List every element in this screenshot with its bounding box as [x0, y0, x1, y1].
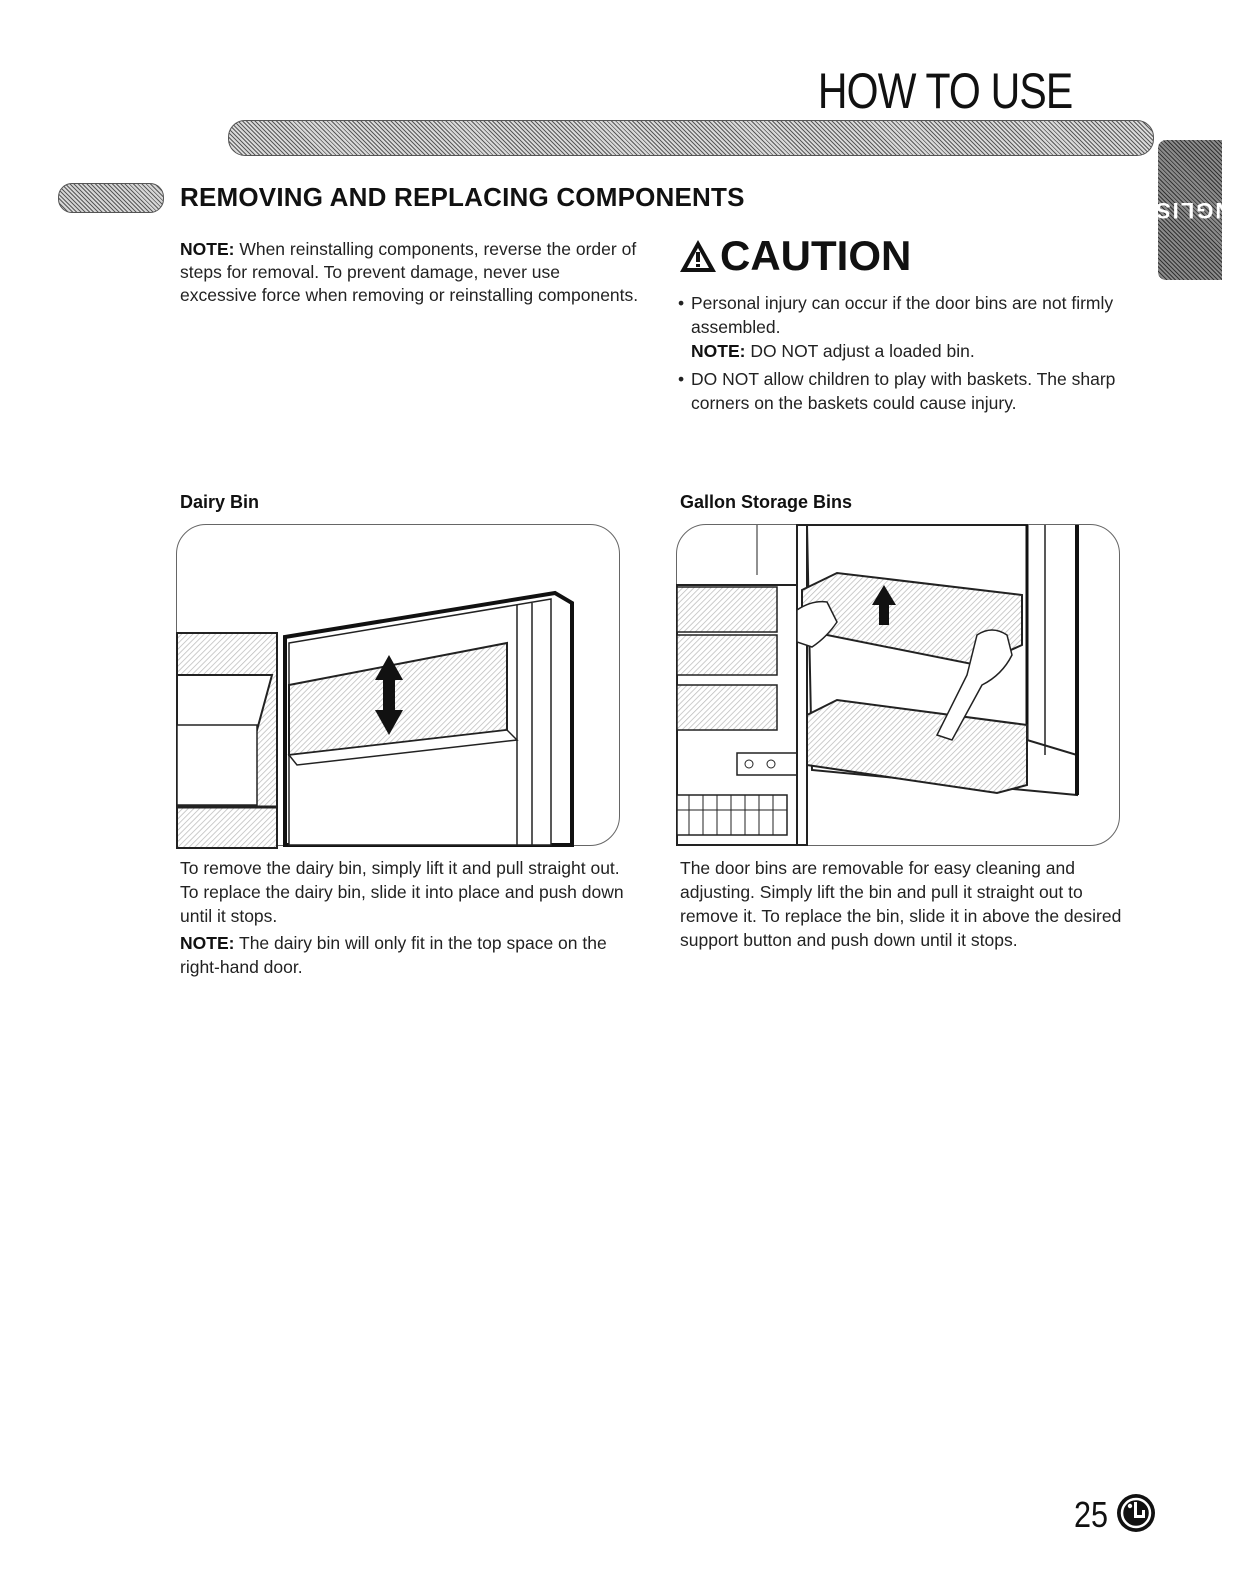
lg-logo-icon — [1116, 1493, 1156, 1533]
dairy-bin-drawing — [177, 525, 619, 845]
caution-item — [678, 367, 1138, 415]
gallon-bins-caption — [680, 856, 1130, 955]
language-tab-label: ENGLISH — [1136, 197, 1248, 223]
intro-note — [180, 238, 640, 307]
intro-note-text: When reinstalling components, reverse the order of steps for removal. To prevent damage, never use excessive force when removing or reinstalling components. — [180, 239, 639, 305]
dairy-bin-label: Dairy Bin — [180, 492, 260, 512]
caution-item-text: Personal injury can occur if the door bins are not firmly assembled. — [691, 293, 1114, 337]
gallon-bins-caption-text: The door bins are removable for easy cleaning and adjusting. Simply lift the bin and pull it straight out to remove it. To replace the bin, slide it in above the desired support button and push down until it stops. — [680, 858, 1122, 950]
gallon-bins-label: Gallon Storage Bins — [680, 492, 853, 512]
gallon-bins-illustration — [676, 524, 1120, 846]
page-number: 25 — [1074, 1494, 1109, 1535]
caution-note-label: NOTE: — [691, 341, 746, 361]
language-tab-label-wrap — [1136, 140, 1248, 280]
page-header-title: HOW TO USE — [817, 63, 1072, 119]
dairy-bin-note — [180, 931, 630, 979]
caution-bullet: • — [678, 293, 685, 313]
section-decorative-pill — [58, 183, 164, 213]
dairy-bin-note-text: The dairy bin will only fit in the top space on the right-hand door. — [180, 933, 607, 977]
caution-bullet: • — [678, 369, 685, 389]
caution-item — [678, 291, 1138, 363]
dairy-bin-caption-text: To remove the dairy bin, simply lift it and pull straight out. To replace the dairy bin, slide it into place and push down until it stops. — [180, 858, 624, 926]
header-decorative-bar — [228, 120, 1154, 156]
dairy-bin-note-label: NOTE: — [180, 933, 235, 953]
caution-title: CAUTION — [720, 232, 912, 279]
dairy-bin-caption — [180, 856, 630, 982]
intro-note-label: NOTE: — [180, 239, 235, 259]
caution-heading — [678, 232, 911, 280]
caution-item-text: DO NOT allow children to play with baskets. The sharp corners on the baskets could cause injury. — [691, 369, 1116, 413]
section-title: REMOVING AND REPLACING COMPONENTS — [180, 182, 745, 212]
caution-note-text: DO NOT adjust a loaded bin. — [745, 341, 975, 361]
gallon-bins-drawing — [677, 525, 1119, 845]
dairy-bin-illustration — [176, 524, 620, 846]
caution-list — [678, 291, 1138, 419]
warning-triangle-icon — [678, 238, 718, 274]
